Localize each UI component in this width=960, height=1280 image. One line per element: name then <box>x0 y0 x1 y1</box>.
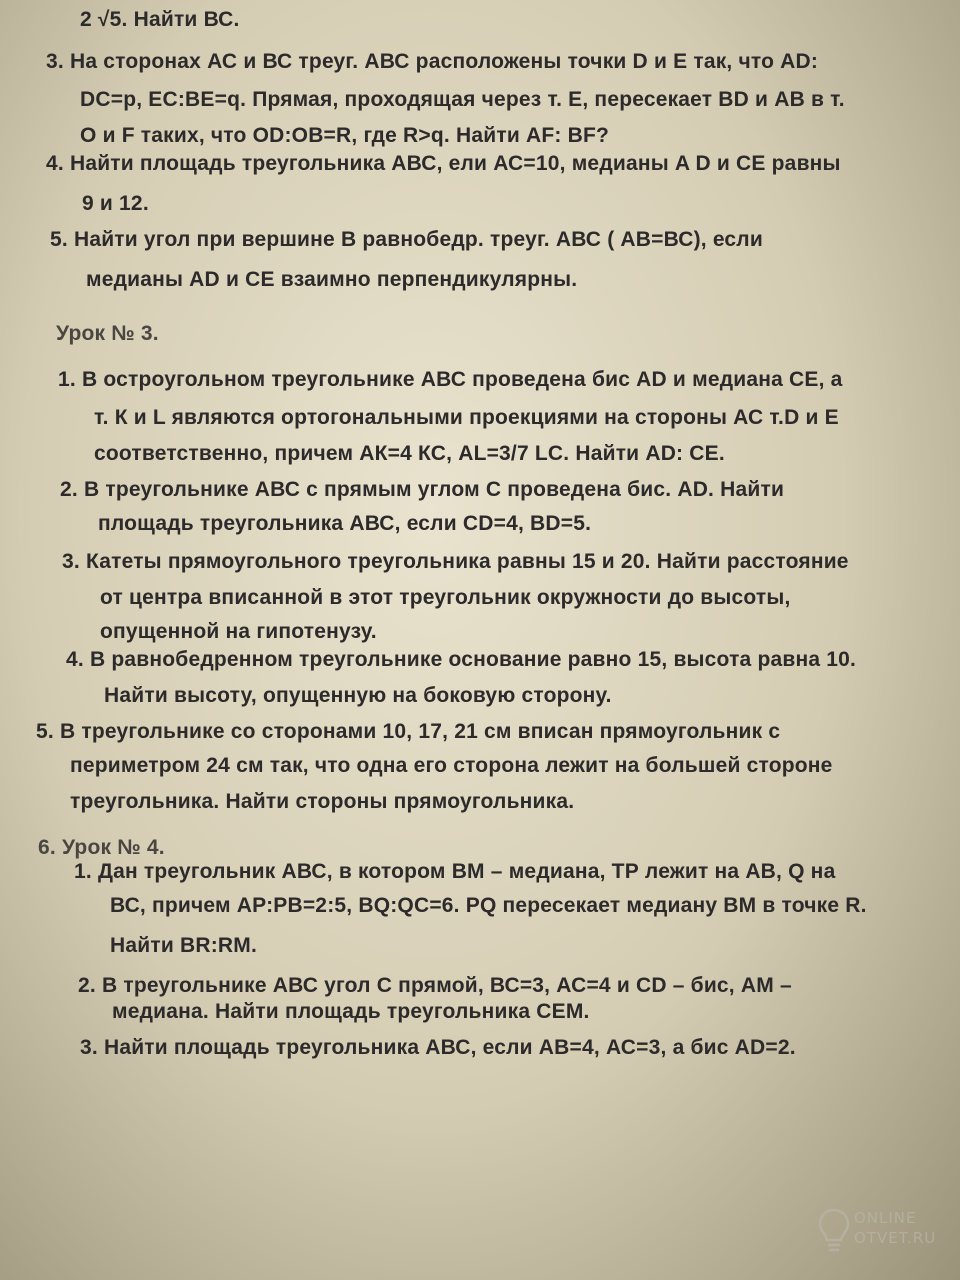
text-line: Найти высоту, опущенную на боковую сторону. <box>104 684 612 707</box>
text-line: треугольника. Найти стороны прямоугольника. <box>70 790 575 813</box>
watermark <box>818 1200 938 1260</box>
text-line: 1. Дан треугольник АВС, в котором ВМ – медиана, ТР лежит на АВ, Q на <box>74 860 836 883</box>
text-line: опущенной на гипотенузу. <box>100 620 377 643</box>
text-line: медиана. Найти площадь треугольника СЕМ. <box>112 1000 590 1023</box>
text-line: 3. На сторонах АС и ВС треуг. АВС расположены точки D и Е так, что AD: <box>46 50 819 73</box>
text-line: 5. Найти угол при вершине В равнобедр. треуг. АВС ( АВ=ВС), если <box>50 228 763 251</box>
text-line: 2. В треугольнике АВС с прямым углом С проведена бис. AD. Найти <box>60 478 785 501</box>
text-line: 6. Урок № 4. <box>38 836 165 859</box>
text-line: 3. Найти площадь треугольника АВС, если АВ=4, АС=3, а бис AD=2. <box>80 1036 796 1059</box>
text-line: DC=p, EC:BE=q. Прямая, проходящая через т. Е, пересекает BD и АВ в т. <box>80 88 845 111</box>
text-line: 3. Катеты прямоугольного треугольника равны 15 и 20. Найти расстояние <box>62 550 849 573</box>
text-line: 9 и 12. <box>82 192 149 215</box>
text-line: т. К и L являются ортогональными проекциями на стороны АС т.D и Е <box>94 406 839 429</box>
text-line: от центра вписанной в этот треугольник окружности до высоты, <box>100 586 791 609</box>
text-line: 2. В треугольнике АВС угол С прямой, ВС=3, АС=4 и CD – бис, АМ – <box>78 974 792 997</box>
text-line: медианы AD и СЕ взаимно перпендикулярны. <box>86 268 578 291</box>
watermark-line1: ONLINE <box>854 1209 917 1227</box>
text-line: периметром 24 см так, что одна его сторона лежит на большей стороне <box>70 754 833 777</box>
text-line: 4. В равнобедренном треугольнике основание равно 15, высота равна 10. <box>66 648 857 671</box>
text-line: соответственно, причем АК=4 КС, AL=3/7 LC. Найти AD: CE. <box>94 442 725 465</box>
text-line: 5. В треугольнике со сторонами 10, 17, 21 см вписан прямоугольник с <box>36 720 781 743</box>
watermark-line2: OTVET.RU <box>854 1229 937 1247</box>
text-line: ВС, причем АР:РВ=2:5, BQ:QC=6. PQ пересекает медиану ВМ в точке R. <box>110 894 867 917</box>
text-line: Урок № 3. <box>56 322 159 345</box>
lightbulb-icon <box>818 1208 850 1254</box>
text-line: O и F таких, что OD:OB=R, где R>q. Найти AF: BF? <box>80 124 610 147</box>
text-line: площадь треугольника АВС, если CD=4, BD=5. <box>98 512 592 535</box>
text-line: 4. Найти площадь треугольника АВС, ели АС=10, медианы A D и CE равны <box>46 152 841 175</box>
text-line: Найти BR:RM. <box>110 934 258 957</box>
text-line: 1. В остроугольном треугольнике АВС проведена бис AD и медиана СЕ, а <box>58 368 843 391</box>
text-line: 2 √5. Найти ВС. <box>80 8 240 31</box>
